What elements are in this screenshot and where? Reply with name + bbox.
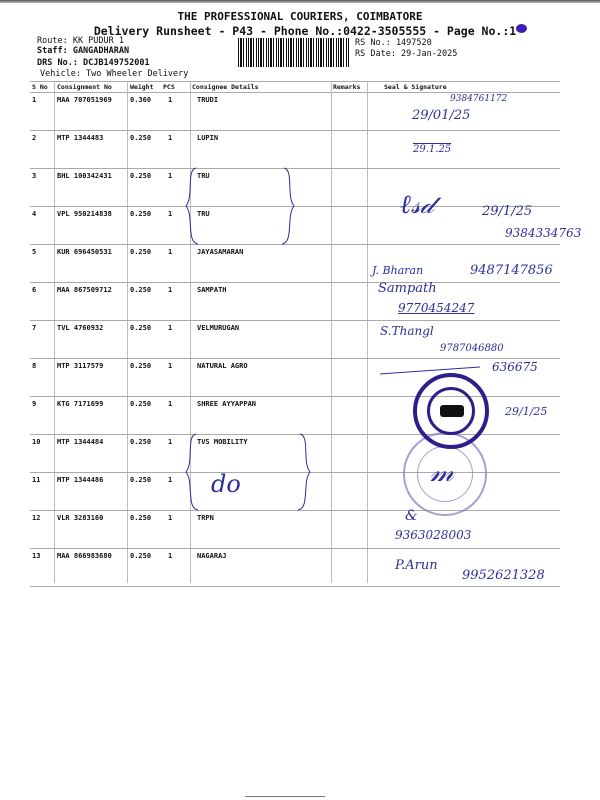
cell-sno: 12 [32, 514, 41, 522]
cell-sno: 5 [32, 248, 37, 256]
cell-pcs: 1 [168, 96, 173, 104]
rs-date: RS Date: 29-Jan-2025 [355, 49, 458, 59]
cell-weight: 0.250 [130, 476, 152, 484]
cell-weight: 0.250 [130, 248, 152, 256]
col-divider [127, 81, 128, 583]
row-divider [30, 130, 560, 131]
cell-weight: 0.250 [130, 552, 152, 560]
cell-weight: 0.360 [130, 96, 152, 104]
col-sno: S No [32, 83, 48, 91]
right-brace-10-11 [296, 432, 314, 512]
cell-consignment: VLR 3283160 [57, 514, 104, 522]
cell-pcs: 1 [168, 248, 173, 256]
cell-consignment: VPL 950214838 [57, 210, 112, 218]
col-remarks: Remarks [333, 83, 361, 91]
cell-consignment: KUR 696450531 [57, 248, 112, 256]
ink-blot [516, 24, 527, 33]
signature-row10-11: 𝓂 [430, 455, 454, 488]
left-brace-10-11 [182, 432, 200, 512]
cell-consignment: MAA 866983680 [57, 552, 112, 560]
cell-sno: 2 [32, 134, 37, 142]
rs-number: RS No.: 1497520 [355, 38, 432, 48]
staff: Staff: GANGADHARAN [37, 46, 130, 56]
cell-consignee: TRU [197, 172, 210, 180]
company-stamp [413, 373, 489, 449]
left-brace-3-4 [182, 166, 200, 246]
cell-consignment: TVL 4760932 [57, 324, 104, 332]
cell-consignee: SAMPATH [197, 286, 227, 294]
col-divider [331, 81, 332, 583]
cell-weight: 0.250 [130, 324, 152, 332]
cell-consignee: TRUDI [197, 96, 219, 104]
vehicle: Vehicle: Two Wheeler Delivery [40, 69, 189, 79]
cell-pcs: 1 [168, 552, 173, 560]
cell-sno: 4 [32, 210, 37, 218]
phone-row7: 9787046880 [440, 343, 504, 354]
cell-consignment: MTP 1344486 [57, 476, 104, 484]
cell-sno: 6 [32, 286, 37, 294]
cell-consignee: TRU [197, 210, 210, 218]
scan-edge [0, 0, 600, 3]
cell-weight: 0.250 [130, 514, 152, 522]
route: Route: KK PUDUR 1 [37, 36, 124, 46]
date-row3-4: 29/1/25 [482, 204, 533, 219]
cell-pcs: 1 [168, 362, 173, 370]
signature-row2: 29.1.25 [413, 144, 452, 155]
cell-weight: 0.250 [130, 438, 152, 446]
cell-weight: 0.250 [130, 400, 152, 408]
cell-sno: 11 [32, 476, 41, 484]
cell-sno: 1 [32, 96, 37, 104]
cell-consignee: TVS MOBILITY [197, 438, 248, 446]
cell-consignment: MAA 867509712 [57, 286, 112, 294]
cell-consignee: JAYASAMARAN [197, 248, 244, 256]
phone-row8: 636675 [492, 360, 538, 374]
cell-weight: 0.250 [130, 172, 152, 180]
cell-sno: 3 [32, 172, 37, 180]
row-divider [30, 358, 560, 359]
phone-row13: 9952621328 [462, 568, 545, 583]
cell-consignment: BHL 100342431 [57, 172, 112, 180]
scan-mark-bottom [245, 796, 325, 797]
cell-weight: 0.250 [130, 210, 152, 218]
runsheet-subtitle: Delivery Runsheet - P43 - Phone No.:0422-3505555 - Page No.:1 [93, 24, 517, 38]
cell-sno: 8 [32, 362, 37, 370]
signature-stroke-row8 [380, 367, 480, 375]
row-divider [30, 282, 560, 283]
cell-pcs: 1 [168, 134, 173, 142]
cell-pcs: 1 [168, 476, 173, 484]
cell-sno: 9 [32, 400, 37, 408]
cell-weight: 0.250 [130, 286, 152, 294]
header-bottom-border [30, 92, 560, 93]
col-divider [367, 81, 368, 583]
cell-pcs: 1 [168, 172, 173, 180]
col-seal-signature: Seal & Signature [384, 83, 447, 91]
signature-row7: S.Thangl [380, 324, 434, 338]
cell-pcs: 1 [168, 438, 173, 446]
cell-consignment: MTP 3117579 [57, 362, 104, 370]
cell-weight: 0.250 [130, 134, 152, 142]
signature-row9: 29/1/25 [505, 405, 548, 418]
cell-consignment: KTG 7171699 [57, 400, 104, 408]
col-pcs: PCS [163, 83, 175, 91]
row-divider [30, 510, 560, 511]
cell-sno: 13 [32, 552, 41, 560]
cell-sno: 7 [32, 324, 37, 332]
phone-row1: 9384761172 [450, 94, 508, 104]
cell-pcs: 1 [168, 324, 173, 332]
cell-consignee: VELMURUGAN [197, 324, 240, 332]
cell-consignee: SHREE AYYAPPAN [197, 400, 257, 408]
col-consignee: Consignee Details [192, 83, 259, 91]
phone-row5: 9487147856 [470, 263, 553, 278]
table-top-border [30, 81, 560, 82]
name-row5: J. Bharan [372, 264, 424, 277]
cell-sno: 10 [32, 438, 41, 446]
company-title: THE PROFESSIONAL COURIERS, COIMBATORE [177, 10, 423, 23]
ditto-mark: do [211, 470, 241, 498]
signature-row12: & [405, 508, 418, 524]
row-divider [30, 320, 560, 321]
cell-consignee: NAGARAJ [197, 552, 227, 560]
phone-row3-4: 9384334763 [505, 226, 582, 240]
cell-consignee: LUPIN [197, 134, 219, 142]
cell-pcs: 1 [168, 400, 173, 408]
col-weight: Weight [130, 83, 154, 91]
signature-row3-4: ℓ𝓈𝒹 [400, 190, 434, 220]
cell-pcs: 1 [168, 210, 173, 218]
cell-pcs: 1 [168, 514, 173, 522]
row-divider [30, 548, 560, 549]
phone-row6: 9770454247 [398, 301, 475, 315]
cell-weight: 0.250 [130, 362, 152, 370]
col-consignment: Consignment No [57, 83, 112, 91]
cell-consignment: MTP 1344483 [57, 134, 104, 142]
phone-row12: 9363028003 [395, 528, 472, 542]
drs-number: DRS No.: DCJB149752001 [37, 58, 150, 68]
col-divider [54, 81, 55, 583]
cell-consignee: NATURAL AGRO [197, 362, 248, 370]
name-row13: P.Arun [395, 558, 438, 573]
name-row6: Sampath [378, 281, 437, 296]
row-divider [30, 586, 560, 587]
right-brace-3-4 [280, 166, 298, 246]
cell-consignee: TRPN [197, 514, 214, 522]
cell-pcs: 1 [168, 286, 173, 294]
signature-row1: 29/01/25 [412, 108, 471, 123]
barcode [238, 38, 350, 67]
cell-consignment: MAA 707051969 [57, 96, 112, 104]
cell-consignment: MTP 1344484 [57, 438, 104, 446]
